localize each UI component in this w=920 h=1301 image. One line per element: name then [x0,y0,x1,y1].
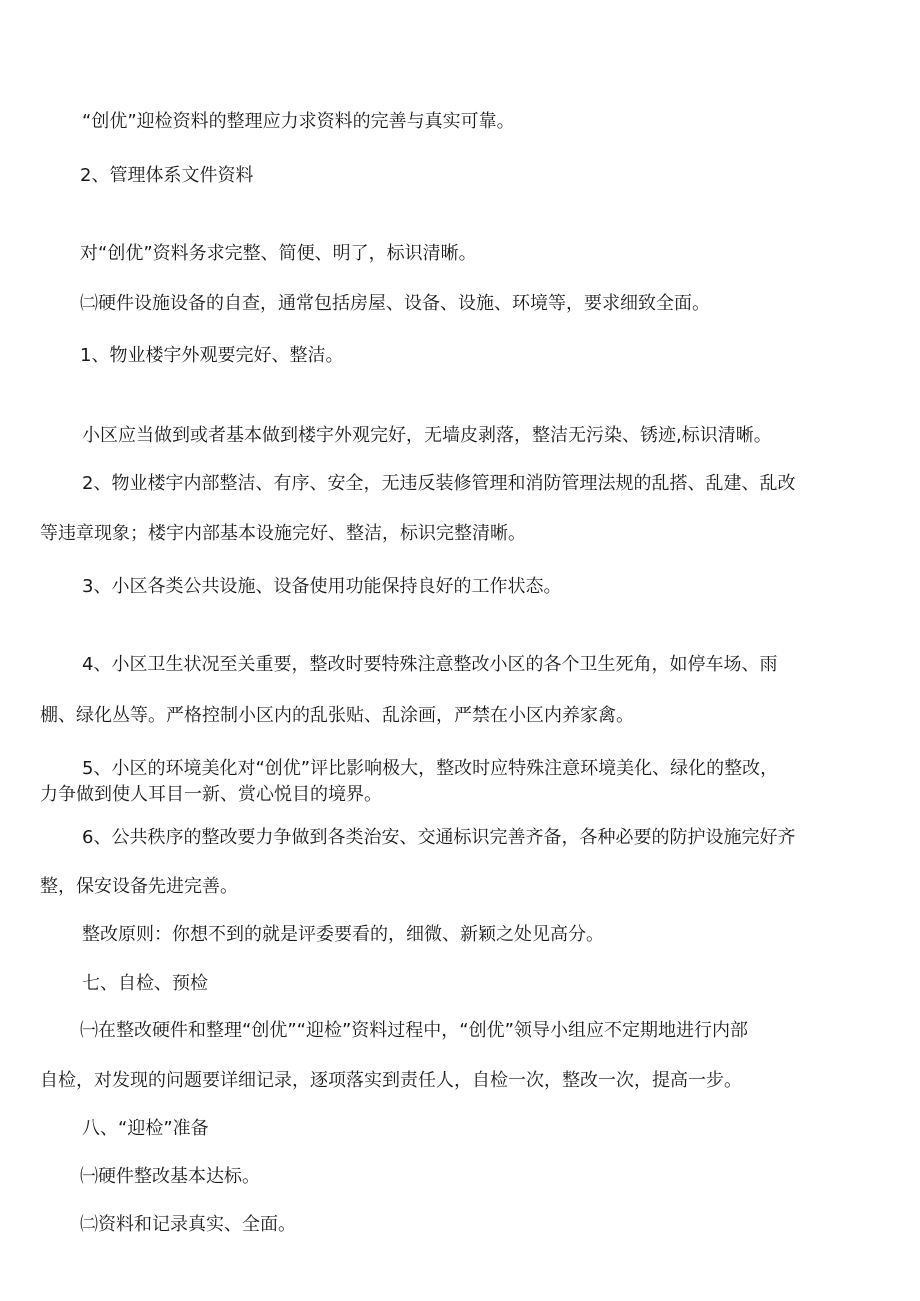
paragraph-line-14: 6、公共秩序的整改要力争做到各类治安、交通标识完善齐备，各种必要的防护设施完好齐 [82,827,796,848]
paragraph-line-19: 自检，对发现的问题要详细记录，逐项落实到责任人，自检一次，整改一次，提高一步。 [40,1070,742,1091]
paragraph-line-7: 2、物业楼宇内部整洁、有序、安全，无违反装修管理和消防管理法规的乱搭、乱建、乱改 [82,473,796,494]
section-heading-eight: 八、“迎检”准备 [82,1118,209,1139]
paragraph-line-22: ㈡资料和记录真实、全面。 [80,1214,296,1235]
paragraph-line-6: 小区应当做到或者基本做到楼宇外观完好，无墙皮剥落，整洁无污染、锈迹,标识清晰。 [82,425,772,446]
paragraph-line-4: ㈡硬件设施设备的自查，通常包括房屋、设备、设施、环境等，要求细致全面。 [80,293,710,314]
paragraph-line-11: 棚、绿化丛等。严格控制小区内的乱张贴、乱涂画，严禁在小区内养家禽。 [40,705,634,726]
paragraph-line-15: 整，保安设备先进完善。 [40,876,238,897]
paragraph-line-2: 2、管理体系文件资料 [80,165,254,186]
paragraph-line-5: 1、物业楼宇外观要完好、整洁。 [80,345,344,366]
paragraph-line-16: 整改原则：你想不到的就是评委要看的，细微、新颖之处见高分。 [82,924,604,945]
paragraph-line-21: ㈠硬件整改基本达标。 [80,1166,260,1187]
paragraph-line-1: “创优”迎检资料的整理应力求资料的完善与真实可靠。 [82,111,515,132]
paragraph-line-3: 对“创优”资料务求完整、简便、明了，标识清晰。 [80,243,477,264]
paragraph-line-12: 5、小区的环境美化对“创优”评比影响极大，整改时应特殊注意环境美化、绿化的整改， [82,758,779,779]
section-heading-seven: 七、自检、预检 [82,973,208,994]
paragraph-line-13: 力争做到使人耳目一新、赏心悦目的境界。 [40,784,382,805]
paragraph-line-10: 4、小区卫生状况至关重要，整改时要特殊注意整改小区的各个卫生死角，如停车场、雨 [82,654,778,675]
paragraph-line-18: ㈠在整改硬件和整理“创优”“迎检”资料过程中，“创优”领导小组应不定期地进行内部 [80,1020,748,1041]
paragraph-line-8: 等违章现象；楼宇内部基本设施完好、整洁，标识完整清晰。 [40,523,526,544]
paragraph-line-9: 3、小区各类公共设施、设备使用功能保持良好的工作状态。 [82,576,562,597]
